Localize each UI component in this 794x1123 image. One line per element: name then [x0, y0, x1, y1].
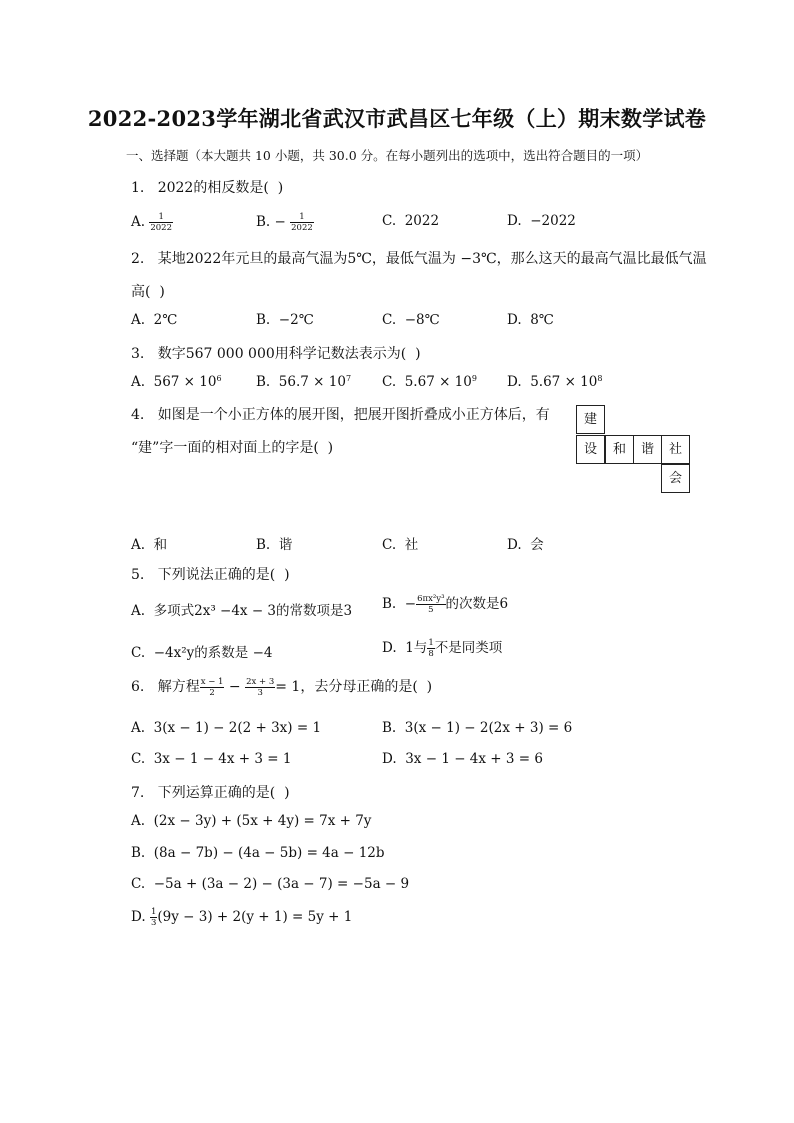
question-5-option-b[interactable]: B. − $\frac{\text{6πx²y³}}{5}$ 的次数是6 [382, 594, 509, 615]
fraction: $\frac{1}{2022}$ [150, 212, 172, 233]
page-title: 2022-2023学年湖北省武汉市武昌区七年级（上）期末数学试卷 [87, 106, 707, 131]
fraction: $\frac{1}{3}$ [150, 907, 157, 928]
question-5-option-a[interactable]: A. 多项式2x³ −4x − 3的常数项是3 [131, 603, 353, 619]
question-6-stem: 6. 解方程 $\frac{x - 1}{2}$ − $\frac{2x + 3}{3}$ = 1，去分母正确的是( ) [131, 676, 433, 698]
question-2-option-b[interactable]: B. −2℃ [256, 312, 314, 328]
question-1-stem: 1. 2022的相反数是( ) [131, 180, 284, 196]
net-cell-3: 谐 [633, 435, 662, 464]
question-2-stem-line1: 2. 某地2022年元旦的最高气温为5℃，最低气温为 −3℃，那么这天的最高气温比最低气温 [131, 251, 707, 267]
question-4-stem-line1: 4. 如图是一个小正方体的展开图，把展开图折叠成小正方体后，有 [131, 407, 550, 423]
question-4-stem-line2: “建”字一面的相对面上的字是( ) [131, 440, 334, 456]
cube-net-figure [576, 405, 691, 493]
question-4-option-a[interactable]: A. 和 [131, 537, 168, 553]
question-7-option-a[interactable]: A. (2x − 3y) + (5x + 4y) = 7x + 7y [131, 813, 372, 829]
question-3-option-b[interactable]: B. $56.7 \times 10^7$ [256, 374, 352, 390]
net-cell-top: 建 [576, 405, 605, 434]
question-5-stem: 5. 下列说法正确的是( ) [131, 567, 290, 583]
question-6-option-b[interactable]: B. 3(x − 1) − 2(2x + 3) = 6 [382, 720, 573, 736]
question-1-option-d[interactable]: D. −2022 [507, 213, 576, 229]
question-7-option-d[interactable]: D. $\frac{1}{3}$ (9y − 3) + 2(y + 1) = 5y + 1 [131, 907, 353, 928]
question-7-option-c[interactable]: C. −5a + (3a − 2) − (3a − 7) = −5a − 9 [131, 876, 410, 892]
question-3-option-c[interactable]: C. $5.67 \times 10^9$ [382, 374, 477, 390]
fraction: $\frac{2x + 3}{3}$ [246, 676, 275, 698]
net-cell-bottom: 会 [661, 464, 690, 493]
question-2-option-a[interactable]: A. 2℃ [131, 312, 178, 328]
question-5-option-d[interactable]: D. 1与 $\frac{1}{8}$ 不是同类项 [382, 638, 503, 659]
question-4-option-c[interactable]: C. 社 [382, 537, 419, 553]
fraction: $\frac{1}{8}$ [428, 638, 434, 659]
question-2-stem-line2: 高( ) [131, 284, 165, 300]
question-1-option-b[interactable]: B. − $\frac{1}{2022}$ [256, 212, 313, 233]
fraction: $\frac{x - 1}{2}$ [200, 676, 224, 698]
option-label: A. [131, 214, 146, 230]
question-2-option-c[interactable]: C. −8℃ [382, 312, 440, 328]
question-1-option-c[interactable]: C. 2022 [382, 213, 440, 229]
question-6-option-a[interactable]: A. 3(x − 1) − 2(2 + 3x) = 1 [131, 720, 322, 736]
net-cell-1: 设 [576, 435, 605, 464]
section-header: 一、选择题（本大题共 10 小题，共 30.0 分。在每小题列出的选项中，选出符合题目的一项） [126, 148, 649, 163]
fraction: $\frac{\text{6πx²y³}}{5}$ [417, 594, 445, 615]
net-cell-4: 社 [661, 435, 690, 464]
fraction: $\frac{1}{2022}$ [291, 212, 313, 233]
question-6-option-d[interactable]: D. 3x − 1 − 4x + 3 = 6 [382, 751, 543, 767]
question-7-option-b[interactable]: B. (8a − 7b) − (4a − 5b) = 4a − 12b [131, 845, 385, 861]
question-3-option-d[interactable]: D. $5.67 \times 10^8$ [507, 374, 603, 390]
net-cell-2: 和 [605, 435, 634, 464]
question-6-option-c[interactable]: C. 3x − 1 − 4x + 3 = 1 [131, 751, 292, 767]
question-4-option-d[interactable]: D. 会 [507, 537, 544, 553]
question-7-stem: 7. 下列运算正确的是( ) [131, 785, 290, 801]
question-5-option-c[interactable]: C. −4x²y的系数是 −4 [131, 645, 273, 661]
option-label: B. [256, 214, 271, 230]
question-3-stem: 3. 数字567 000 000用科学记数法表示为( ) [131, 346, 421, 362]
question-4-option-b[interactable]: B. 谐 [256, 537, 293, 553]
question-2-option-d[interactable]: D. 8℃ [507, 312, 554, 328]
question-1-option-a[interactable] [131, 212, 173, 233]
question-3-option-a[interactable]: A. $567 \times 10^6$ [131, 374, 222, 390]
